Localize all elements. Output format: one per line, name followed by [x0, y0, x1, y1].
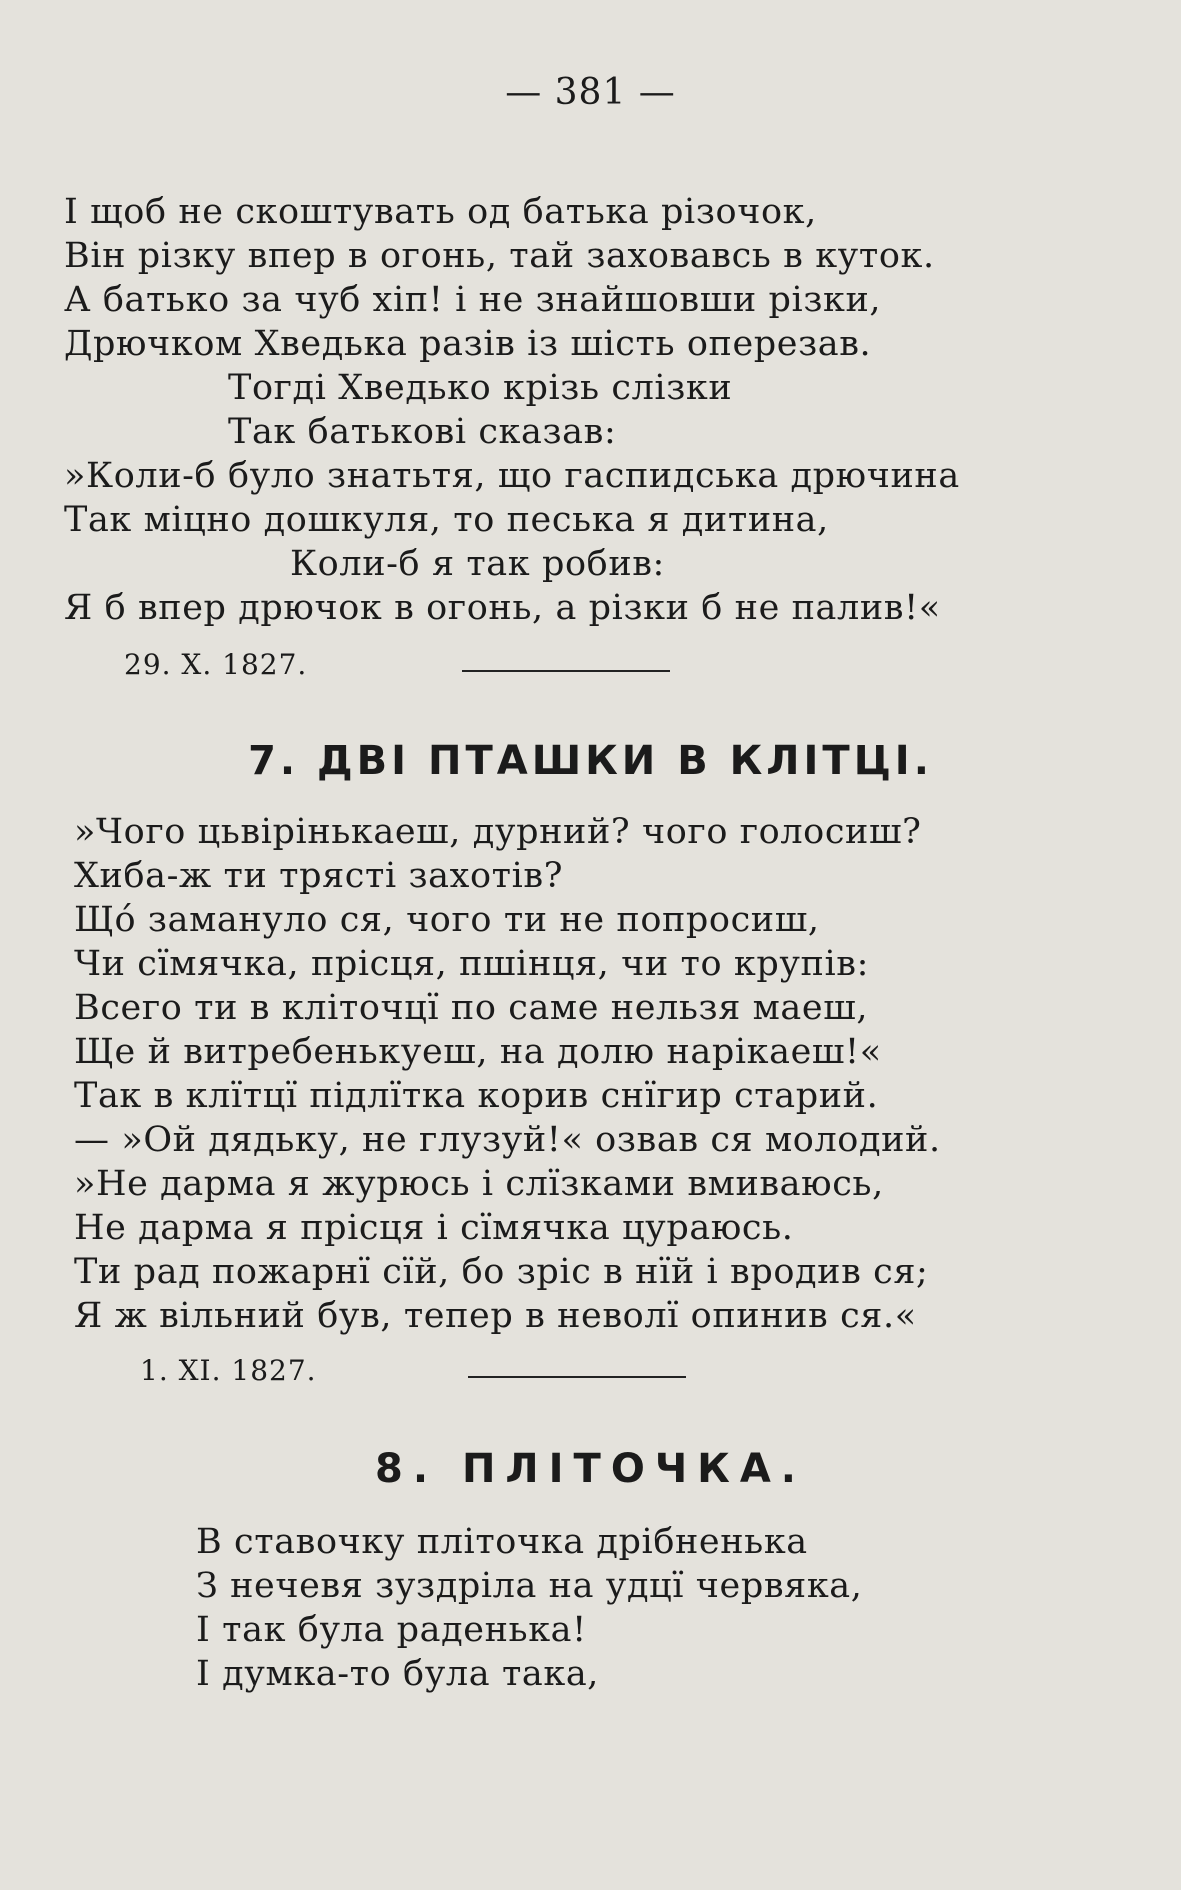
poem-line: Так в клїтцї підлїтка корив снїгир старий.	[74, 1076, 879, 1116]
poem-line: Хиба-ж ти трясті захотів?	[74, 856, 564, 896]
poem-line: Дрючком Хведька разів із шість оперезав.	[64, 324, 872, 364]
poem-line: Я б впер дрючок в огонь, а різки б не палив!«	[64, 588, 941, 628]
section-divider	[462, 670, 670, 672]
poem-line: Що́ заманулo ся, чого ти не попросиш,	[74, 900, 820, 940]
poem-line: Ще й витребенькуеш, на долю нарікаеш!«	[74, 1032, 882, 1072]
poem-line: Коли-б я так робив:	[290, 544, 665, 584]
poem-line: Тогді Хведько крізь слізки	[228, 368, 733, 408]
poem-line: В ставочку пліточка дрібненька	[196, 1522, 808, 1562]
poem-line: »Чого цьвірінькаеш, дурний? чого голосиш?	[74, 812, 922, 852]
poem-line: І щоб не скоштувать од батька різочок,	[64, 192, 817, 232]
section-divider	[468, 1376, 686, 1378]
poem-line: Він різку впер в огонь, тай заховавсь в куток.	[64, 236, 935, 276]
poem-line: »Не дарма я журюсь і слїзками вмиваюсь,	[74, 1164, 884, 1204]
poem-line: Чи сїмячка, прісця, пшінця, чи то крупів:	[74, 944, 869, 984]
poem-line: Так батькові сказав:	[228, 412, 617, 452]
poem-line: З нечевя зуздріла на удцї червяка,	[196, 1566, 863, 1606]
poem-line: »Коли-б було знатьтя, що гаспидська дрючина	[64, 456, 960, 496]
poem-line: Ти рад пожарнї сїй, бо зріс в нїй і вродив ся;	[74, 1252, 929, 1292]
poem-title: 8. ПЛІТОЧКА.	[375, 1446, 806, 1492]
poem-line: І так була раденька!	[196, 1610, 587, 1650]
poem-title: 7. ДВІ ПТАШКИ В КЛІТЦІ.	[248, 738, 933, 784]
poem-date: 29. X. 1827.	[124, 648, 308, 681]
poem-line: Не дарма я прісця і сїмячка цураюсь.	[74, 1208, 794, 1248]
poem-date: 1. XI. 1827.	[140, 1354, 317, 1387]
poem-line: І думка-то була така,	[196, 1654, 600, 1694]
poem-line: Я ж вільний був, тепер в неволї опинив ся.«	[74, 1296, 917, 1336]
poem-line: А батько за чуб хіп! і не знайшовши різки,	[64, 280, 882, 320]
poem-line: Всего ти в кліточцї по саме нельзя маеш,	[74, 988, 869, 1028]
page-number: — 381 —	[505, 72, 676, 113]
poem-line: — »Ой дядьку, не глузуй!« озвав ся молодий.	[74, 1120, 941, 1160]
poem-line: Так міцно дошкуля, то песька я дитина,	[64, 500, 829, 540]
